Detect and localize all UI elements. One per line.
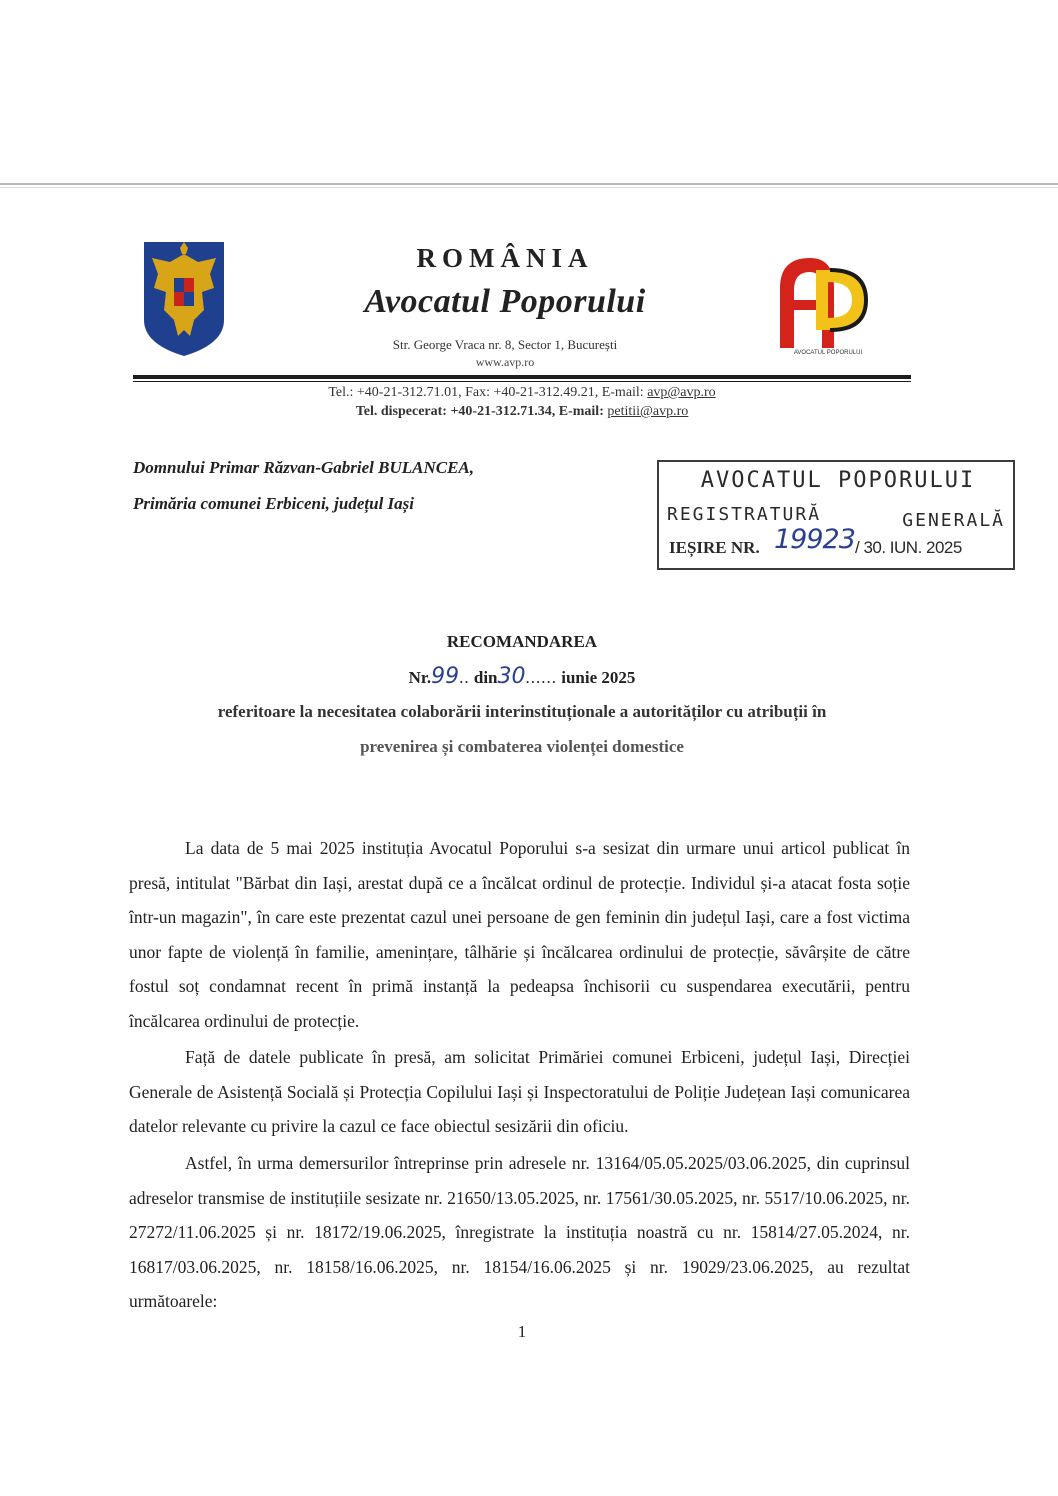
stamp-handwritten-number: 19923 (774, 524, 855, 555)
institution-website: www.avp.ro (475, 355, 535, 369)
contact-phone-fax: Tel.: +40-21-312.71.01, Fax: +40-21-312.49.21, E-mail: (328, 385, 648, 400)
number-dots: .. (459, 668, 470, 687)
document-subtitle-line2: prevenirea și combaterea violenței domestice (360, 737, 684, 756)
scan-edge-line (0, 183, 1058, 185)
body-paragraph-2 (129, 1040, 910, 1144)
handwritten-day: 30 (497, 664, 526, 689)
institution-name: Avocatul Poporului (364, 283, 646, 320)
contact-email-link[interactable]: avp@avp.ro (647, 385, 716, 400)
logo-caption: AVOCATUL POPORULUI (793, 350, 863, 356)
month-year: iunie 2025 (557, 668, 636, 687)
number-prefix: Nr. (408, 668, 432, 687)
addressee-institution: Primăria comunei Erbiceni, județul Iași (133, 494, 415, 513)
paragraph-1-text: La data de 5 mai 2025 instituția Avocatul Poporului s-a sesizat din urmare unui articol publicat în presă, intitulat "Bărbat din Iași, arestat după ce a încălcat ordinul de protecție. Individul și-a atacat fosta soție într-un magazin", în care este prezentat cazul unei persoane de gen feminin din județul Iași, care a fost victima unor fapte de violență în familie, amenințare, tâlhărie și încălcarea ordinului de protecție, săvârșite de către fostul soț condamnat recent în primă instanță la pedeapsa închisorii cu suspendarea executării, pentru încălcarea ordinului de protecție. (129, 838, 910, 1031)
document-title: RECOMANDAREA (446, 632, 598, 651)
header-divider (133, 375, 911, 379)
scan-edge-line-secondary (0, 187, 1058, 188)
stamp-general-label: GENERALĂ (902, 510, 1005, 531)
date-label: din (469, 668, 498, 687)
dispatch-phone: Tel. dispecerat: +40-21-312.71.34, E-mail: (355, 404, 608, 419)
header-divider-thin (133, 381, 911, 382)
petitions-email-link[interactable]: petitii@avp.ro (607, 404, 689, 419)
stamp-date: / 30. IUN. 2025 (855, 538, 962, 557)
avp-logo-icon (772, 250, 882, 360)
institution-address: Str. George Vraca nr. 8, Sector 1, București (392, 337, 618, 352)
paragraph-3-text: Astfel, în urma demersurilor întreprinse prin adresele nr. 13164/05.05.2025/03.06.2025, din cuprinsul adreselor transmise de instituțiile sesizate nr. 21650/13.05.2025, nr. 17561/30.05.2025, nr. 5517/10.06.2025, nr. 27272/11.06.2025 și nr. 18172/19.06.2025, înregistrate la instituția noastră cu nr. 15814/27.05.2024, nr. 16817/03.06.2025, nr. 18158/16.06.2025, nr. 18154/16.06.2025 și nr. 19029/23.06.2025, au rezultat următoarele: (129, 1153, 910, 1311)
handwritten-doc-number: 99 (431, 664, 460, 689)
day-dots: ...... (525, 668, 557, 687)
addressee-name: Domnului Primar Răzvan-Gabriel BULANCEA, (133, 458, 475, 477)
stamp-institution: AVOCATUL POPORULUI (700, 468, 976, 493)
body-paragraph-3 (129, 1146, 910, 1319)
stamp-registry-label: REGISTRATURĂ (667, 504, 822, 525)
country-name: ROMÂNIA (416, 243, 594, 273)
document-number-line (133, 664, 911, 689)
contact-line (133, 385, 911, 401)
body-paragraph-1 (129, 831, 910, 1038)
registry-stamp (657, 460, 1015, 570)
document-subtitle-line1: referitoare la necesitatea colaborării interinstituționale a autorităților cu atribuții în (217, 702, 827, 721)
coat-of-arms-icon (140, 240, 228, 358)
stamp-exit-label: IEȘIRE NR. (669, 538, 760, 557)
dispatch-contact-line (133, 404, 911, 420)
page-number: 1 (517, 1322, 527, 1341)
paragraph-2-text: Față de datele publicate în presă, am solicitat Primăriei comunei Erbiceni, județul Iași, Direcției Generale de Asistență Socială și Protecția Copilului Iași și Inspectoratului de Poliție Județean Iași comunicarea datelor relevante cu privire la cazul ce face obiectul sesizării din oficiu. (129, 1047, 910, 1136)
